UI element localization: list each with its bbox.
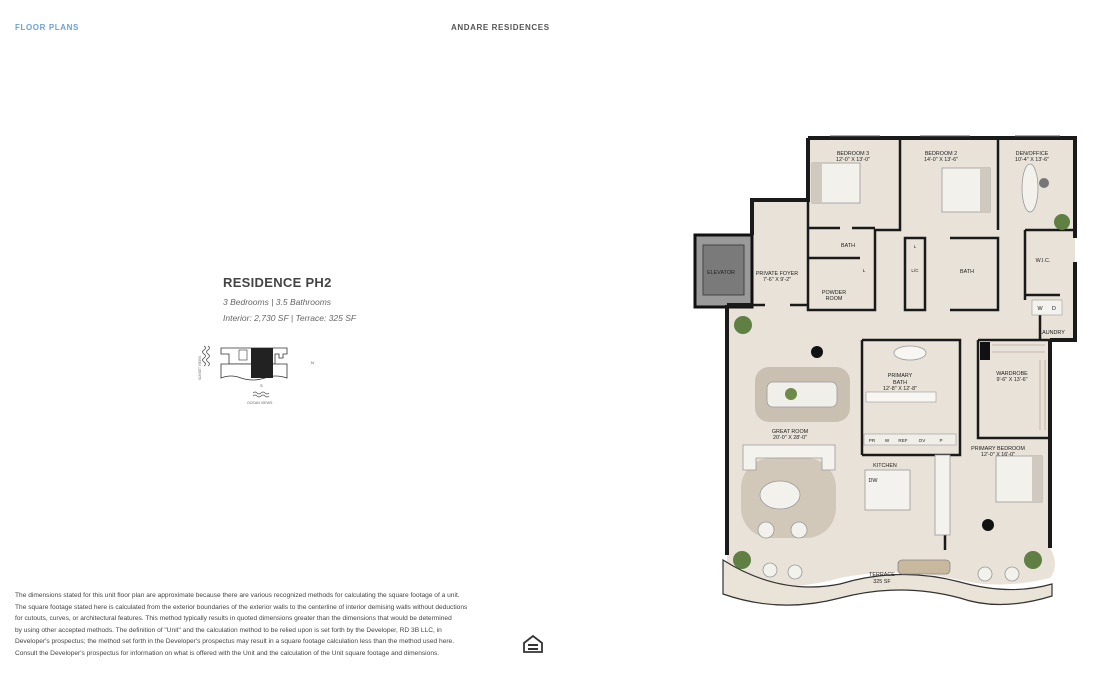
ocean-views-label: OCEAN VIEWS bbox=[247, 401, 273, 405]
dishwasher-label: DW bbox=[868, 478, 878, 484]
primary-bath-label-1: PRIMARY bbox=[887, 373, 913, 379]
bathtub bbox=[894, 346, 926, 360]
powder-label-1: POWDER bbox=[821, 290, 847, 296]
bed-primary bbox=[996, 456, 1042, 502]
equal-housing-icon bbox=[522, 634, 544, 654]
terrace-dims: 325 SF bbox=[873, 579, 891, 585]
armchair bbox=[758, 522, 774, 538]
project-name: ANDARE RESIDENCES bbox=[451, 23, 550, 32]
vanity bbox=[866, 392, 936, 402]
great-room-dims: 20'-0" X 28'-0" bbox=[772, 435, 808, 441]
kitchen-counter bbox=[935, 455, 950, 535]
disclaimer bbox=[15, 590, 545, 660]
primary-bedroom-dims: 12'-0" X 16'-0" bbox=[980, 452, 1016, 458]
disclaimer-line: for cutouts, curves, or architectural features. This method typically results in quoted dimensions greater than the dimensions that would be determined bbox=[15, 615, 452, 623]
pantry-label-ref: REF bbox=[898, 438, 908, 443]
foyer-dims: 7'-6" X 9'-2" bbox=[762, 277, 792, 283]
pantry-label-pr: PR bbox=[868, 438, 876, 443]
bed-bedroom2 bbox=[942, 168, 990, 212]
closet-label-l2: L bbox=[913, 244, 917, 249]
pantry-label-p: P bbox=[939, 438, 943, 443]
key-plan-side-label: SUNSET VIEWS bbox=[198, 355, 202, 380]
den-dims: 10'-4" X 13'-6" bbox=[1014, 157, 1050, 163]
dryer-label: D bbox=[1052, 306, 1056, 312]
terrace-chair bbox=[788, 565, 802, 579]
bedroom2-dims: 14'-0" X 13'-6" bbox=[923, 157, 959, 163]
great-room-label: GREAT ROOM bbox=[771, 429, 809, 435]
residence-title: RESIDENCE PH2 bbox=[223, 275, 332, 290]
bedroom3-label: BEDROOM 3 bbox=[836, 151, 870, 157]
terrace-label: TERRACE bbox=[869, 572, 895, 578]
unit-highlight bbox=[251, 348, 273, 378]
bath-a-label: BATH bbox=[841, 243, 855, 249]
foyer-label: PRIVATE FOYER bbox=[755, 271, 799, 277]
primary-bath-dims: 12'-8" X 12'-8" bbox=[882, 386, 918, 392]
den-label: DEN/OFFICE bbox=[1015, 151, 1049, 157]
sunset-views-waves bbox=[203, 346, 210, 366]
wardrobe-dims: 9'-6" X 13'-6" bbox=[996, 377, 1028, 383]
key-plan bbox=[195, 340, 325, 410]
disclaimer-line: by using other accepted methods. The definition of "Unit" and the calculation method to be relied upon is set forth by the Developer, RD 3B LLC, in bbox=[15, 626, 442, 634]
disclaimer-line: Consult the Developer's prospectus for information on what is offered with the Unit and the calculation of the Unit square footage and dimensions. bbox=[15, 649, 440, 657]
kitchen-label: KITCHEN bbox=[873, 463, 897, 469]
south-label: S bbox=[260, 383, 263, 388]
column bbox=[982, 519, 994, 531]
terrace-chair bbox=[1005, 567, 1019, 581]
disclaimer-line: Developer's prospectus; the method set forth in the Developer's prospectus may result in a square footage calculation less than the method used here. bbox=[15, 638, 455, 646]
bedroom2-label: BEDROOM 2 bbox=[924, 151, 958, 157]
terrace-chair bbox=[763, 563, 777, 577]
floor-plan bbox=[690, 133, 1090, 613]
centerpiece-plant bbox=[785, 388, 797, 400]
column bbox=[811, 346, 823, 358]
bath-b-label: BATH bbox=[960, 269, 974, 275]
column bbox=[980, 342, 990, 360]
plant bbox=[733, 551, 751, 569]
residence-bedrooms: 3 Bedrooms | 3.5 Bathrooms bbox=[223, 297, 332, 307]
bed-bedroom3 bbox=[812, 163, 860, 203]
ocean-waves bbox=[253, 392, 269, 397]
disclaimer-line: The dimensions stated for this unit floor plan are approximate because there are various recognized methods for calculating the square footage of a unit. bbox=[15, 592, 460, 599]
primary-bedroom-label: PRIMARY BEDROOM bbox=[971, 446, 1025, 452]
pantry-label-w: W bbox=[884, 438, 890, 443]
wic-label: W.I.C. bbox=[1035, 258, 1051, 264]
pantry-label-ov: OV bbox=[918, 438, 926, 443]
closet-label-l: L bbox=[862, 268, 866, 273]
section-label: FLOOR PLANS bbox=[15, 23, 79, 32]
coffee-table bbox=[760, 481, 800, 509]
primary-bath-label-2: BATH bbox=[893, 380, 907, 386]
plant bbox=[1024, 551, 1042, 569]
washer-label: W bbox=[1037, 306, 1043, 312]
north-label: N bbox=[311, 360, 314, 365]
plant bbox=[1054, 214, 1070, 230]
kitchen-island bbox=[865, 470, 910, 510]
armchair bbox=[791, 522, 807, 538]
powder-label-2: ROOM bbox=[825, 296, 843, 302]
plant bbox=[734, 316, 752, 334]
terrace-dining-table bbox=[898, 560, 950, 574]
dining-table bbox=[767, 382, 837, 407]
laundry-label: LAUNDRY bbox=[1039, 330, 1065, 336]
residence-area: Interior: 2,730 SF | Terrace: 325 SF bbox=[223, 313, 357, 323]
terrace-chair bbox=[978, 567, 992, 581]
bedroom3-dims: 12'-0" X 13'-0" bbox=[835, 157, 871, 163]
wardrobe-label: WARDROBE bbox=[996, 371, 1028, 377]
elevator-label: ELEVATOR bbox=[707, 270, 735, 276]
disclaimer-line: The square footage stated here is calculated from the exterior boundaries of the exterior walls to the centerline of interior demising walls without deductions bbox=[15, 603, 468, 611]
closet-label-lc: L/C bbox=[911, 268, 919, 273]
